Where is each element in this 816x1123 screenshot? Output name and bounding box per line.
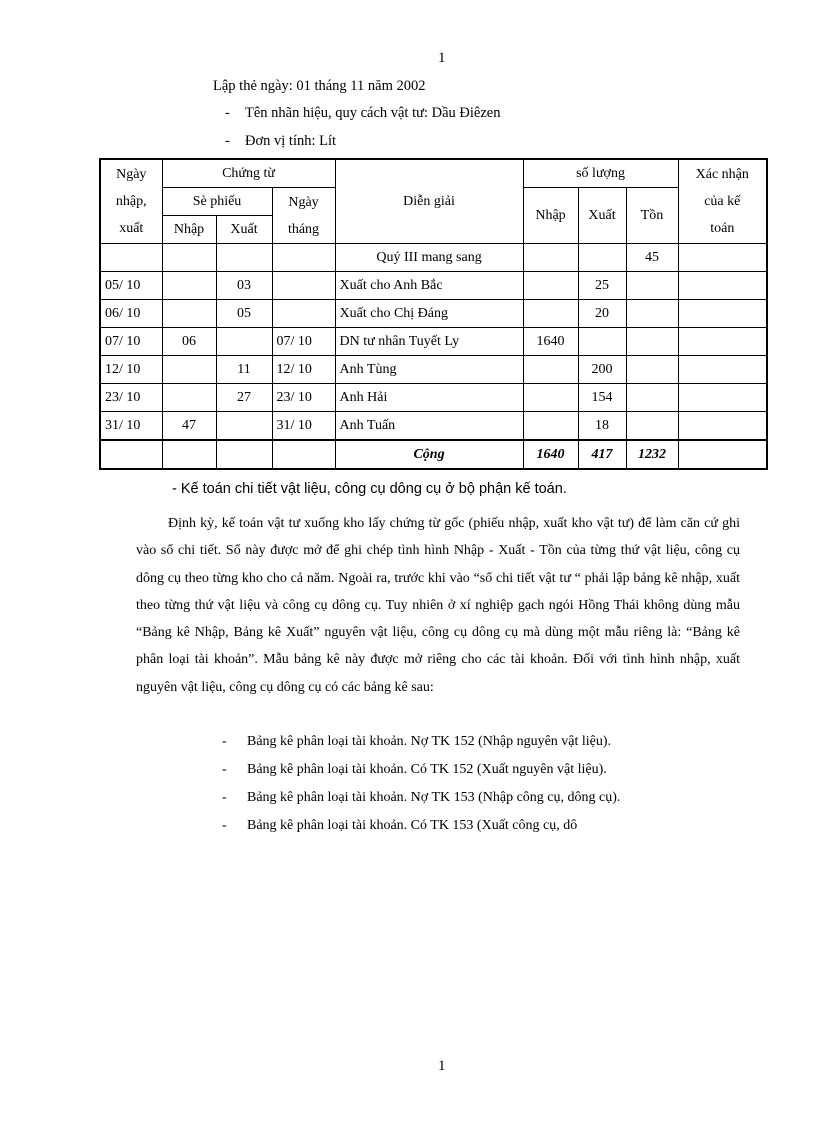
table-row: Quý III mang sang 45 [100, 244, 767, 272]
table-row: 31/ 10 47 31/ 10 Anh Tuấn 18 [100, 412, 767, 441]
dash-marker: - [222, 818, 227, 833]
header-xac-nhan: Xác nhận của kế toán [678, 159, 767, 244]
dash-marker: - [225, 133, 230, 149]
dash-marker: - [222, 734, 227, 749]
table-row: 06/ 10 05 Xuất cho Chị Đáng 20 [100, 300, 767, 328]
material-name-text: Tên nhãn hiệu, quy cách vật tư: Dầu Điêzen [245, 105, 501, 121]
dash-marker: - [222, 762, 227, 777]
header-so-phieu-nhap: Nhập [162, 216, 216, 244]
total-label: Cộng [335, 440, 523, 469]
table-row: 05/ 10 03 Xuất cho Anh Bắc 25 [100, 272, 767, 300]
total-nhap: 1640 [523, 440, 578, 469]
list-item: - Bảng kê phân loại tài khoản. Nợ TK 152 (Nhập nguyên vật liệu). [222, 734, 612, 749]
page-number-top: 1 [438, 50, 446, 66]
table-row: 07/ 10 06 07/ 10 DN tư nhân Tuyết Ly 1640 [100, 328, 767, 356]
list-item: - Bảng kê phân loại tài khoản. Nợ TK 153 (Nhập công cụ, dông cụ). [222, 790, 621, 805]
header-so-phieu-xuat: Xuất [216, 216, 272, 244]
total-xuat: 417 [578, 440, 626, 469]
header-sl-xuat: Xuất [578, 188, 626, 244]
header-sl-ton: Tồn [626, 188, 678, 244]
header-chung-tu: Chứng từ [162, 159, 335, 188]
header-dien-giai: Diễn giải [335, 159, 523, 244]
unit-line [225, 133, 336, 150]
dash-marker: - [222, 790, 227, 805]
section-note: - Kế toán chi tiết vật liệu, công cụ dông cụ ở bộ phận kế toán. [172, 481, 567, 497]
page-number-bottom: 1 [438, 1058, 446, 1074]
dash-marker: - [225, 105, 230, 121]
total-ton: 1232 [626, 440, 678, 469]
unit-text: Đơn vị tính: Lít [245, 133, 337, 149]
list-item: - Bảng kê phân loại tài khoản. Có TK 153 (Xuất công cụ, dô [222, 818, 578, 833]
card-date-line: Lập thẻ ngày: 01 tháng 11 năm 2002 [213, 78, 426, 94]
total-row [100, 440, 767, 469]
header-so-phieu: Sè phiếu [162, 188, 272, 216]
body-paragraph: Định kỳ, kế toán vật tư xuống kho lấy chứng từ gốc (phiếu nhập, xuất kho vật tư) để làm căn cứ ghi vào sổ chi tiết. Sổ này được mở để ghi chép tình hình Nhập - Xuất - Tồn của từng thứ vật liệu, công cụ dông cụ theo từng kho cho cả năm. Ngoài ra, trước khi vào “sổ chi tiết vật tư “ phải lập bảng kê nhập, xuất theo từng thứ vật liệu và công cụ dông cụ. Tuy nhiên ở xí nghiệp gạch ngói Hồng Thái không dùng mẫu “Bảng kê Nhập, Bảng kê Xuất” nguyên vật liệu, công cụ dông cụ mà dùng một mẫu riêng là: “Bảng kê phân loại tài khoản”. Mẫu bảng kê này được mở riêng cho các tài khoản. Đối với tình hình nhập, xuất nguyên vật liệu, công cụ dông cụ có các bảng kê sau: [136, 516, 740, 695]
inventory-ledger-table [99, 158, 768, 470]
header-ngay-nhap-xuat: Ngày nhập, xuất [100, 159, 162, 244]
header-sl-nhap: Nhập [523, 188, 578, 244]
material-name-line [225, 105, 500, 122]
table-row: 23/ 10 27 23/ 10 Anh Hải 154 [100, 384, 767, 412]
header-ngay-thang: Ngày tháng [272, 188, 335, 244]
table-row: 12/ 10 11 12/ 10 Anh Tùng 200 [100, 356, 767, 384]
list-item: - Bảng kê phân loại tài khoản. Có TK 152 (Xuất nguyên vật liệu). [222, 762, 607, 777]
header-so-luong: số lượng [523, 159, 678, 188]
